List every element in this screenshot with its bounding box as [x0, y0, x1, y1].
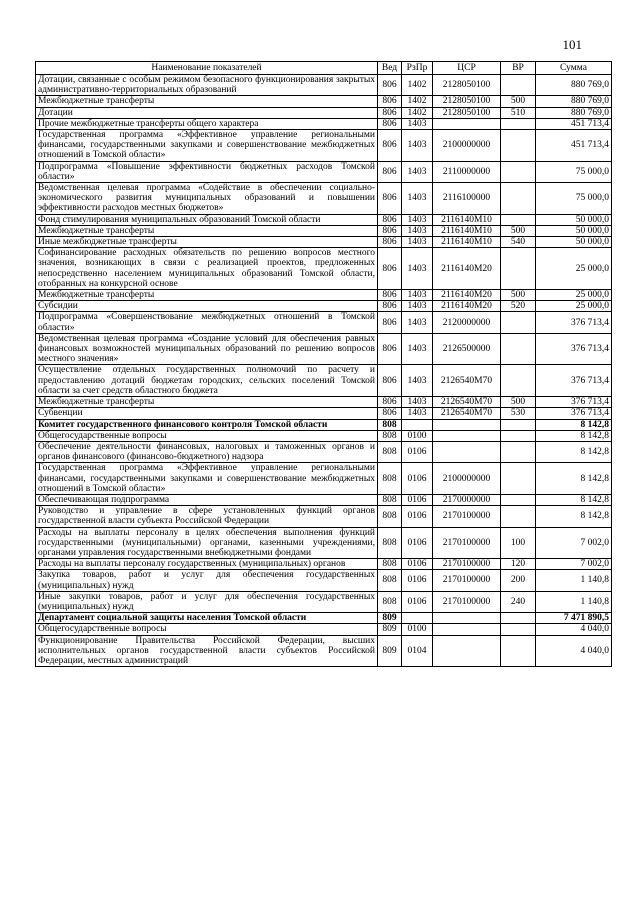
cell-ved: 806 [378, 130, 402, 162]
cell-name: Общегосударственные вопросы [36, 624, 378, 635]
cell-sum: 376 713,4 [536, 333, 612, 365]
cell-csr: 2126500000 [433, 333, 501, 365]
cell-sum: 8 142,8 [536, 463, 612, 495]
cell-vr: 520 [501, 301, 536, 312]
cell-rzpr: 0106 [402, 494, 433, 505]
cell-ved: 806 [378, 301, 402, 312]
cell-rzpr: 0106 [402, 527, 433, 559]
table-row [36, 397, 612, 408]
table-row [36, 419, 612, 430]
cell-csr: 2110000000 [433, 161, 501, 182]
cell-sum: 880 769,0 [536, 96, 612, 107]
cell-ved: 806 [378, 225, 402, 236]
cell-csr: 2170100000 [433, 591, 501, 612]
cell-csr: 2126540M70 [433, 397, 501, 408]
cell-ved: 808 [378, 570, 402, 591]
cell-name: Субвенции [36, 408, 378, 419]
cell-ved: 808 [378, 506, 402, 527]
cell-rzpr: 1403 [402, 301, 433, 312]
cell-sum: 451 713,4 [536, 130, 612, 162]
cell-csr: 2116140M20 [433, 301, 501, 312]
cell-name: Иные закупки товаров, работ и услуг для обеспечения государственных (муниципальных) нужд [36, 591, 378, 612]
cell-vr: 500 [501, 225, 536, 236]
cell-ved: 808 [378, 430, 402, 441]
cell-name: Департамент социальной защиты населения Томской области [36, 613, 378, 624]
cell-csr: 2116100000 [433, 183, 501, 215]
cell-ved: 806 [378, 96, 402, 107]
cell-vr [501, 441, 536, 462]
cell-rzpr [402, 613, 433, 624]
table-row [36, 118, 612, 129]
table-row [36, 301, 612, 312]
cell-rzpr: 1402 [402, 96, 433, 107]
cell-rzpr: 1403 [402, 225, 433, 236]
table-row [36, 441, 612, 462]
table-row [36, 75, 612, 96]
cell-vr [501, 214, 536, 225]
cell-vr [501, 333, 536, 365]
cell-vr [501, 183, 536, 215]
cell-vr: 510 [501, 107, 536, 118]
cell-name: Государственная программа «Эффективное управление региональными финансами, государственными закупками и совершенствование межбюджетных отношений в Томской области» [36, 130, 378, 162]
table-row [36, 365, 612, 397]
cell-name: Иные межбюджетные трансферты [36, 237, 378, 248]
cell-name: Обеспечивающая подпрограмма [36, 494, 378, 505]
header-rzpr: РзПр [402, 62, 433, 75]
cell-ved: 809 [378, 613, 402, 624]
table-row [36, 430, 612, 441]
budget-table [35, 61, 612, 667]
cell-ved: 808 [378, 441, 402, 462]
cell-ved: 809 [378, 635, 402, 667]
cell-name: Субсидии [36, 301, 378, 312]
cell-vr [501, 430, 536, 441]
cell-sum: 8 142,8 [536, 506, 612, 527]
cell-rzpr: 0100 [402, 430, 433, 441]
cell-csr [433, 441, 501, 462]
table-row [36, 248, 612, 290]
cell-vr: 120 [501, 559, 536, 570]
cell-sum: 880 769,0 [536, 107, 612, 118]
table-row [36, 214, 612, 225]
table-row [36, 290, 612, 301]
cell-name: Закупка товаров, работ и услуг для обеспечения государственных (муниципальных) нужд [36, 570, 378, 591]
cell-rzpr: 0106 [402, 591, 433, 612]
cell-ved: 808 [378, 559, 402, 570]
cell-csr: 2100000000 [433, 130, 501, 162]
cell-vr [501, 624, 536, 635]
cell-name: Функционирование Правительства Российской Федерации, высших исполнительных органов государственной власти субъектов Российской Федерации, местных администраций [36, 635, 378, 667]
cell-rzpr: 0100 [402, 624, 433, 635]
cell-rzpr: 0106 [402, 559, 433, 570]
header-vr: ВР [501, 62, 536, 75]
header-csr: ЦСР [433, 62, 501, 75]
cell-name: Межбюджетные трансферты [36, 290, 378, 301]
cell-rzpr: 1403 [402, 333, 433, 365]
cell-ved: 809 [378, 624, 402, 635]
cell-rzpr: 1403 [402, 237, 433, 248]
table-row [36, 225, 612, 236]
cell-sum: 25 000,0 [536, 248, 612, 290]
cell-ved: 808 [378, 494, 402, 505]
table-header-row [36, 62, 612, 75]
cell-name: Расходы на выплаты персоналу в целях обеспечения выполнения функций государственными (муниципальными) органами, казенными учреждениями, органами управления государственными внебюджетными фондами [36, 527, 378, 559]
cell-sum: 376 713,4 [536, 312, 612, 333]
cell-vr [501, 494, 536, 505]
cell-csr: 2170100000 [433, 527, 501, 559]
cell-rzpr [402, 419, 433, 430]
cell-csr [433, 635, 501, 667]
cell-sum: 25 000,0 [536, 290, 612, 301]
cell-csr [433, 419, 501, 430]
cell-name: Межбюджетные трансферты [36, 397, 378, 408]
table-row [36, 312, 612, 333]
cell-ved: 806 [378, 118, 402, 129]
cell-csr [433, 624, 501, 635]
cell-ved: 806 [378, 107, 402, 118]
header-ved: Вед [378, 62, 402, 75]
cell-name: Межбюджетные трансферты [36, 225, 378, 236]
cell-ved: 806 [378, 365, 402, 397]
table-row [36, 613, 612, 624]
cell-sum: 50 000,0 [536, 214, 612, 225]
cell-ved: 808 [378, 419, 402, 430]
cell-name: Межбюджетные трансферты [36, 96, 378, 107]
table-row [36, 237, 612, 248]
cell-name: Обеспечение деятельности финансовых, налоговых и таможенных органов и органов финансового (финансово-бюджетного) надзора [36, 441, 378, 462]
cell-rzpr: 1403 [402, 161, 433, 182]
cell-name: Ведомственная целевая программа «Содействие в обеспечении социально-экономического развития муниципальных образований и повышении эффективности расходов местных бюджетов» [36, 183, 378, 215]
table-row [36, 333, 612, 365]
cell-name: Подпрограмма «Совершенствование межбюджетных отношений в Томской области» [36, 312, 378, 333]
cell-sum: 7 471 890,5 [536, 613, 612, 624]
cell-csr: 2126540M70 [433, 408, 501, 419]
cell-ved: 806 [378, 312, 402, 333]
cell-rzpr: 1403 [402, 248, 433, 290]
cell-sum: 4 040,0 [536, 624, 612, 635]
cell-name: Руководство и управление в сфере установленных функций органов государственной власти субъекта Российской Федерации [36, 506, 378, 527]
cell-vr [501, 312, 536, 333]
cell-sum: 7 002,0 [536, 527, 612, 559]
cell-ved: 806 [378, 183, 402, 215]
cell-rzpr: 0104 [402, 635, 433, 667]
cell-vr [501, 635, 536, 667]
cell-csr: 2116140M20 [433, 248, 501, 290]
cell-csr: 2116140M20 [433, 290, 501, 301]
cell-vr: 500 [501, 96, 536, 107]
cell-sum: 880 769,0 [536, 75, 612, 96]
cell-vr [501, 130, 536, 162]
cell-vr [501, 419, 536, 430]
table-row [36, 130, 612, 162]
cell-vr: 500 [501, 290, 536, 301]
cell-csr: 2170100000 [433, 570, 501, 591]
cell-ved: 808 [378, 591, 402, 612]
cell-rzpr: 0106 [402, 570, 433, 591]
page-number: 101 [562, 37, 582, 52]
table-row [36, 506, 612, 527]
cell-vr [501, 506, 536, 527]
cell-vr [501, 248, 536, 290]
cell-sum: 8 142,8 [536, 419, 612, 430]
cell-csr: 2128050100 [433, 107, 501, 118]
cell-csr: 2116140M10 [433, 237, 501, 248]
cell-sum: 376 713,4 [536, 408, 612, 419]
cell-ved: 808 [378, 463, 402, 495]
cell-rzpr: 1403 [402, 397, 433, 408]
cell-ved: 806 [378, 248, 402, 290]
cell-name: Комитет государственного финансового контроля Томской области [36, 419, 378, 430]
cell-sum: 75 000,0 [536, 161, 612, 182]
cell-name: Государственная программа «Эффективное управление региональными финансами, государственными закупками и совершенствование межбюджетных отношений в Томской области» [36, 463, 378, 495]
cell-rzpr: 1403 [402, 408, 433, 419]
cell-name: Подпрограмма «Повышение эффективности бюджетных расходов Томской области» [36, 161, 378, 182]
cell-name: Расходы на выплаты персоналу государственных (муниципальных) органов [36, 559, 378, 570]
cell-ved: 806 [378, 237, 402, 248]
cell-sum: 75 000,0 [536, 183, 612, 215]
table-row [36, 635, 612, 667]
table-row [36, 494, 612, 505]
cell-ved: 806 [378, 214, 402, 225]
cell-csr: 2128050100 [433, 96, 501, 107]
cell-name: Общегосударственные вопросы [36, 430, 378, 441]
cell-rzpr: 1403 [402, 130, 433, 162]
cell-ved: 806 [378, 290, 402, 301]
cell-vr [501, 118, 536, 129]
cell-rzpr: 0106 [402, 506, 433, 527]
cell-rzpr: 0106 [402, 463, 433, 495]
cell-ved: 808 [378, 527, 402, 559]
cell-vr [501, 365, 536, 397]
table-row [36, 570, 612, 591]
cell-sum: 376 713,4 [536, 397, 612, 408]
table-row [36, 527, 612, 559]
cell-sum: 50 000,0 [536, 237, 612, 248]
cell-vr: 530 [501, 408, 536, 419]
table-row [36, 161, 612, 182]
cell-sum: 4 040,0 [536, 635, 612, 667]
cell-csr: 2128050100 [433, 75, 501, 96]
cell-ved: 806 [378, 333, 402, 365]
cell-rzpr: 1402 [402, 107, 433, 118]
cell-vr [501, 613, 536, 624]
cell-csr: 2120000000 [433, 312, 501, 333]
cell-rzpr: 1403 [402, 118, 433, 129]
cell-vr [501, 75, 536, 96]
cell-csr: 2170100000 [433, 506, 501, 527]
cell-ved: 806 [378, 397, 402, 408]
cell-csr: 2170000000 [433, 494, 501, 505]
cell-sum: 8 142,8 [536, 430, 612, 441]
cell-name: Прочие межбюджетные трансферты общего характера [36, 118, 378, 129]
cell-ved: 806 [378, 161, 402, 182]
cell-name: Ведомственная целевая программа «Создание условий для обеспечения равных финансовых возможностей муниципальных образований по решению вопросов местного значения» [36, 333, 378, 365]
cell-ved: 806 [378, 75, 402, 96]
cell-rzpr: 1403 [402, 183, 433, 215]
cell-csr [433, 118, 501, 129]
cell-name: Софинансирование расходных обязательств по решению вопросов местного значения, возникающих в связи с реализацией проектов, предложенных непосредственно населением муниципальных образований Томской области, отобранных на конкурсной основе [36, 248, 378, 290]
cell-name: Фонд стимулирования муниципальных образований Томской области [36, 214, 378, 225]
cell-vr: 100 [501, 527, 536, 559]
cell-sum: 1 140,8 [536, 570, 612, 591]
table-row [36, 463, 612, 495]
cell-rzpr: 0106 [402, 441, 433, 462]
cell-csr: 2126540M70 [433, 365, 501, 397]
header-sum: Сумма [536, 62, 612, 75]
table-row [36, 183, 612, 215]
cell-rzpr: 1403 [402, 312, 433, 333]
table-row [36, 96, 612, 107]
cell-rzpr: 1403 [402, 365, 433, 397]
cell-csr: 2116140M10 [433, 214, 501, 225]
cell-csr [433, 613, 501, 624]
cell-csr [433, 430, 501, 441]
cell-rzpr: 1402 [402, 75, 433, 96]
cell-sum: 8 142,8 [536, 441, 612, 462]
cell-name: Осуществление отдельных государственных полномочий по расчету и предоставлению дотаций бюджетам городских, сельских поселений Томской области за счет средств областного бюджета [36, 365, 378, 397]
cell-csr: 2116140M10 [433, 225, 501, 236]
cell-sum: 50 000,0 [536, 225, 612, 236]
table-row [36, 107, 612, 118]
table-row [36, 559, 612, 570]
table-body [36, 75, 612, 667]
cell-vr: 240 [501, 591, 536, 612]
cell-vr: 500 [501, 397, 536, 408]
cell-rzpr: 1403 [402, 290, 433, 301]
cell-rzpr: 1403 [402, 214, 433, 225]
table-row [36, 408, 612, 419]
header-name: Наименование показателей [36, 62, 378, 75]
cell-name: Дотации, связанные с особым режимом безопасного функционирования закрытых административно-территориальных образований [36, 75, 378, 96]
cell-name: Дотации [36, 107, 378, 118]
table-row [36, 624, 612, 635]
cell-vr [501, 161, 536, 182]
cell-vr [501, 463, 536, 495]
cell-csr: 2170100000 [433, 559, 501, 570]
table-row [36, 591, 612, 612]
cell-sum: 7 002,0 [536, 559, 612, 570]
cell-sum: 451 713,4 [536, 118, 612, 129]
cell-sum: 376 713,4 [536, 365, 612, 397]
cell-csr: 2100000000 [433, 463, 501, 495]
cell-vr: 200 [501, 570, 536, 591]
cell-vr: 540 [501, 237, 536, 248]
cell-sum: 25 000,0 [536, 301, 612, 312]
cell-ved: 806 [378, 408, 402, 419]
cell-sum: 8 142,8 [536, 494, 612, 505]
cell-sum: 1 140,8 [536, 591, 612, 612]
